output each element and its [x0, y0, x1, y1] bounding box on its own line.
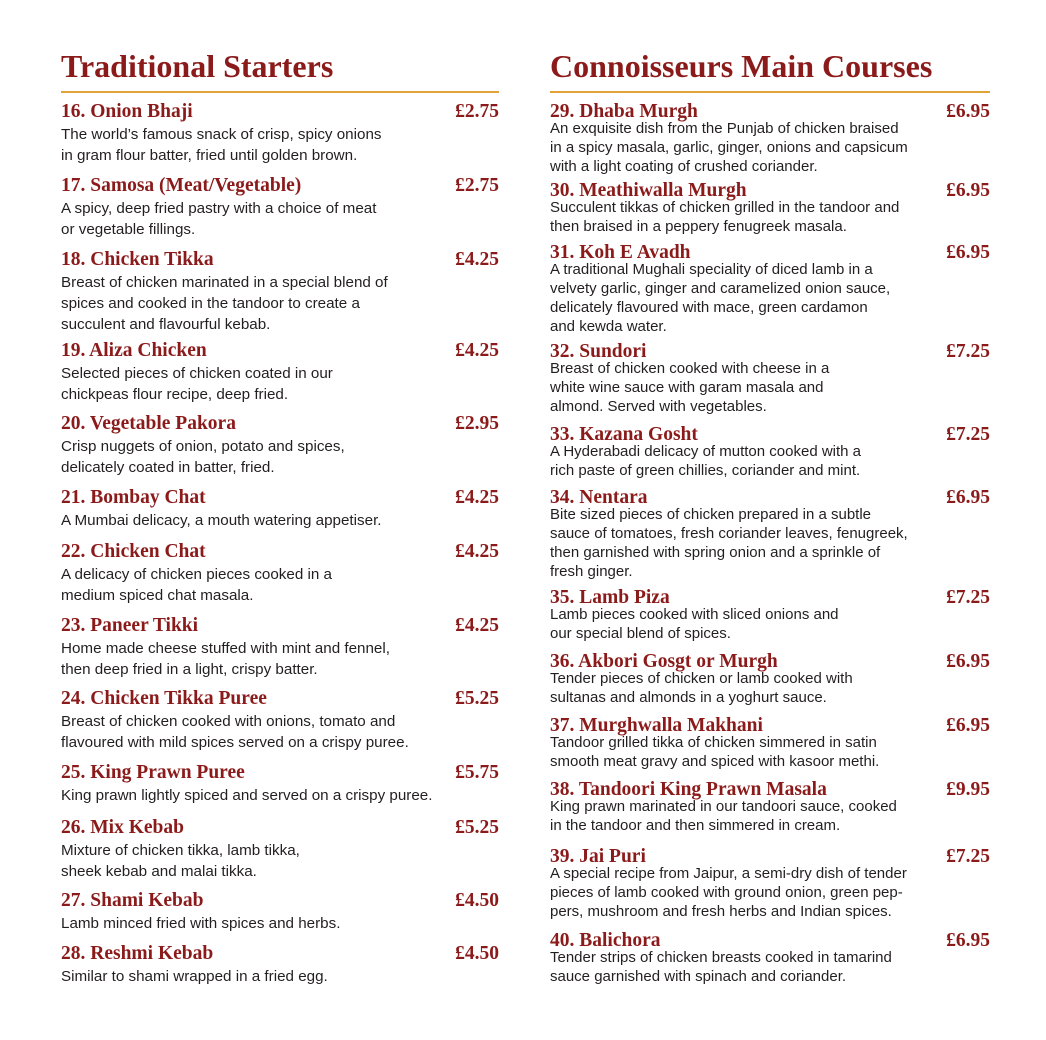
- menu-item: [550, 930, 990, 986]
- description-line: fresh ginger.: [550, 563, 633, 580]
- menu-item: [61, 762, 499, 806]
- menu-item-description: [550, 359, 990, 416]
- menu-item-name: 25. King Prawn Puree: [61, 762, 245, 783]
- menu-item-price: £5.25: [455, 817, 499, 838]
- menu-item-price: £6.95: [946, 101, 990, 122]
- menu-item-name: 22. Chicken Chat: [61, 541, 206, 562]
- menu-item-description: [61, 124, 499, 166]
- menu-item-name: 34. Nentara: [550, 487, 648, 508]
- description-line: sauce of tomatoes, fresh coriander leaves, fenugreek,: [550, 525, 908, 542]
- menu-item-price: £6.95: [946, 651, 990, 672]
- menu-item: [550, 715, 990, 771]
- menu-item-price: £4.25: [455, 487, 499, 508]
- menu-item-name: 40. Balichora: [550, 930, 661, 951]
- description-line: sauce garnished with spinach and coriander.: [550, 968, 847, 985]
- menu-item-price: £7.25: [946, 587, 990, 608]
- menu-item-price: £7.25: [946, 846, 990, 867]
- description-line: flavoured with mild spices served on a crispy puree.: [61, 734, 409, 751]
- menu-item-description: [61, 363, 499, 405]
- menu-item: [61, 340, 499, 405]
- description-line: King prawn marinated in our tandoori sauce, cooked: [550, 798, 897, 815]
- menu-item-name: 17. Samosa (Meat/Vegetable): [61, 175, 302, 196]
- menu-item-price: £4.50: [455, 890, 499, 911]
- menu-item-price: £7.25: [946, 341, 990, 362]
- menu-item-name: 21. Bombay Chat: [61, 487, 206, 508]
- description-line: then braised in a peppery fenugreek masala.: [550, 218, 847, 235]
- description-line: in a spicy masala, garlic, ginger, onions and capsicum: [550, 139, 908, 156]
- section-divider: [61, 91, 499, 93]
- description-line: The world’s famous snack of crisp, spicy onions: [61, 126, 382, 143]
- description-line: King prawn lightly spiced and served on a crispy puree.: [61, 787, 433, 804]
- menu-item-price: £5.25: [455, 688, 499, 709]
- description-line: smooth meat gravy and spiced with kasoor methi.: [550, 753, 880, 770]
- menu-item: [61, 688, 499, 753]
- description-line: white wine sauce with garam masala and: [550, 379, 824, 396]
- menu-item-name: 31. Koh E Avadh: [550, 242, 691, 263]
- menu-item: [61, 541, 499, 606]
- menu-item-header: [61, 340, 499, 362]
- description-line: in the tandoor and then simmered in cream.: [550, 817, 841, 834]
- menu-item-header: [61, 101, 499, 123]
- menu-item-name: 37. Murghwalla Makhani: [550, 715, 763, 736]
- menu-item-description: [61, 638, 499, 680]
- menu-item-description: [550, 198, 990, 236]
- description-line: chickpeas flour recipe, deep fried.: [61, 386, 289, 403]
- menu-item-price: £2.75: [455, 101, 499, 122]
- menu-item-header: [550, 180, 990, 202]
- menu-item: [61, 943, 499, 987]
- menu-item-description: [550, 669, 990, 707]
- menu-item-price: £4.25: [455, 249, 499, 270]
- description-line: rich paste of green chillies, coriander and mint.: [550, 462, 861, 479]
- description-line: succulent and flavourful kebab.: [61, 316, 271, 333]
- menu-item: [550, 341, 990, 416]
- menu-item-header: [61, 541, 499, 563]
- menu-item-price: £4.50: [455, 943, 499, 964]
- menu-item-description: [61, 198, 499, 240]
- menu-item-description: [550, 948, 990, 986]
- description-line: or vegetable fillings.: [61, 221, 196, 238]
- description-line: then garnished with spring onion and a sprinkle of: [550, 544, 881, 561]
- description-line: Bite sized pieces of chicken prepared in a subtle: [550, 506, 872, 523]
- menu-item-description: [550, 733, 990, 771]
- menu-item-header: [550, 487, 990, 509]
- menu-item-name: 29. Dhaba Murgh: [550, 101, 698, 122]
- menu-item-header: [550, 930, 990, 952]
- menu-item-price: £6.95: [946, 487, 990, 508]
- menu-item-name: 26. Mix Kebab: [61, 817, 184, 838]
- menu-item-header: [61, 413, 499, 435]
- description-line: with a light coating of crushed coriander.: [550, 158, 818, 175]
- description-line: pers, mushroom and fresh herbs and Indian spices.: [550, 903, 892, 920]
- menu-item-description: [61, 840, 499, 882]
- menu-item-name: 39. Jai Puri: [550, 846, 646, 867]
- description-line: Tender strips of chicken breasts cooked in tamarind: [550, 949, 892, 966]
- menu-item: [550, 424, 990, 480]
- description-line: Breast of chicken cooked with onions, tomato and: [61, 713, 396, 730]
- menu-item: [550, 587, 990, 643]
- menu-item-header: [550, 715, 990, 737]
- menu-item-header: [550, 424, 990, 446]
- menu-item-description: [550, 505, 990, 581]
- description-line: velvety garlic, ginger and caramelized onion sauce,: [550, 280, 891, 297]
- description-line: medium spiced chat masala.: [61, 587, 254, 604]
- menu-item: [550, 487, 990, 581]
- description-line: Similar to shami wrapped in a fried egg.: [61, 968, 328, 985]
- menu-item-price: £4.25: [455, 541, 499, 562]
- menu-item-name: 35. Lamb Piza: [550, 587, 670, 608]
- menu-item-description: [61, 510, 499, 531]
- description-line: A delicacy of chicken pieces cooked in a: [61, 566, 333, 583]
- menu-item: [61, 249, 499, 335]
- menu-item-name: 33. Kazana Gosht: [550, 424, 698, 445]
- menu-item-description: [550, 260, 990, 336]
- description-line: Selected pieces of chicken coated in our: [61, 365, 333, 382]
- menu-item-name: 19. Aliza Chicken: [61, 340, 207, 361]
- menu-item-header: [61, 249, 499, 271]
- description-line: in gram flour batter, fried until golden brown.: [61, 147, 358, 164]
- menu-item-header: [61, 615, 499, 637]
- menu-item-description: [550, 605, 990, 643]
- menu-item-header: [550, 101, 990, 123]
- menu-item-name: 32. Sundori: [550, 341, 647, 362]
- description-line: Home made cheese stuffed with mint and fennel,: [61, 640, 390, 657]
- menu-item-header: [61, 487, 499, 509]
- description-line: Mixture of chicken tikka, lamb tikka,: [61, 842, 300, 859]
- menu-item-price: £4.25: [455, 615, 499, 636]
- menu-item-header: [61, 890, 499, 912]
- menu-item-description: [61, 785, 499, 806]
- menu-item-description: [61, 913, 499, 934]
- menu-item-name: 20. Vegetable Pakora: [61, 413, 236, 434]
- description-line: A Hyderabadi delicacy of mutton cooked with a: [550, 443, 862, 460]
- menu-item-price: £6.95: [946, 715, 990, 736]
- menu-item: [61, 890, 499, 934]
- description-line: spices and cooked in the tandoor to create a: [61, 295, 360, 312]
- menu-item-header: [550, 846, 990, 868]
- menu-item: [550, 779, 990, 835]
- menu-item: [550, 846, 990, 921]
- menu-item-header: [550, 341, 990, 363]
- description-line: then deep fried in a light, crispy batter.: [61, 661, 318, 678]
- description-line: A traditional Mughali speciality of diced lamb in a: [550, 261, 873, 278]
- description-line: Breast of chicken cooked with cheese in a: [550, 360, 830, 377]
- menu-item-name: 18. Chicken Tikka: [61, 249, 214, 270]
- menu-item: [61, 817, 499, 882]
- description-line: Crisp nuggets of onion, potato and spices,: [61, 438, 345, 455]
- menu-item-header: [61, 688, 499, 710]
- menu-item-price: £9.95: [946, 779, 990, 800]
- menu-item-header: [61, 943, 499, 965]
- menu-item-name: 16. Onion Bhaji: [61, 101, 193, 122]
- menu-item-header: [61, 817, 499, 839]
- description-line: Lamb pieces cooked with sliced onions and: [550, 606, 839, 623]
- description-line: A special recipe from Jaipur, a semi-dry dish of tender: [550, 865, 907, 882]
- menu-item-description: [61, 272, 499, 335]
- menu-item-description: [61, 436, 499, 478]
- description-line: Succulent tikkas of chicken grilled in the tandoor and: [550, 199, 900, 216]
- description-line: Tender pieces of chicken or lamb cooked with: [550, 670, 853, 687]
- menu-item: [61, 615, 499, 680]
- description-line: pieces of lamb cooked with ground onion, green pep-: [550, 884, 903, 901]
- menu-item-header: [61, 762, 499, 784]
- menu-item-name: 24. Chicken Tikka Puree: [61, 688, 267, 709]
- menu-item-name: 27. Shami Kebab: [61, 890, 204, 911]
- section-title-starters: Traditional Starters: [61, 48, 334, 84]
- description-line: and kewda water.: [550, 318, 667, 335]
- menu-item-description: [61, 966, 499, 987]
- description-line: Tandoor grilled tikka of chicken simmered in satin: [550, 734, 877, 751]
- menu-item-description: [61, 564, 499, 606]
- menu-item-description: [550, 442, 990, 480]
- menu-item-name: 38. Tandoori King Prawn Masala: [550, 779, 827, 800]
- description-line: our special blend of spices.: [550, 625, 731, 642]
- menu-item-header: [550, 779, 990, 801]
- menu-item-description: [61, 711, 499, 753]
- menu-item: [61, 487, 499, 531]
- menu-item-header: [550, 242, 990, 264]
- description-line: delicately flavoured with mace, green cardamon: [550, 299, 868, 316]
- menu-item-header: [550, 651, 990, 673]
- menu-item: [550, 651, 990, 707]
- section-divider: [550, 91, 990, 93]
- description-line: Breast of chicken marinated in a special blend of: [61, 274, 388, 291]
- menu-item-price: £6.95: [946, 242, 990, 263]
- menu-item-price: £2.95: [455, 413, 499, 434]
- menu-item-name: 30. Meathiwalla Murgh: [550, 180, 747, 201]
- menu-item: [61, 413, 499, 478]
- menu-item-price: £6.95: [946, 180, 990, 201]
- description-line: A Mumbai delicacy, a mouth watering appetiser.: [61, 512, 382, 529]
- description-line: An exquisite dish from the Punjab of chicken braised: [550, 120, 899, 137]
- menu-item: [550, 242, 990, 336]
- menu-item-header: [550, 587, 990, 609]
- description-line: almond. Served with vegetables.: [550, 398, 767, 415]
- menu-item-description: [550, 797, 990, 835]
- menu-item: [61, 101, 499, 166]
- menu-item-price: £5.75: [455, 762, 499, 783]
- description-line: A spicy, deep fried pastry with a choice of meat: [61, 200, 377, 217]
- menu-item-name: 36. Akbori Gosgt or Murgh: [550, 651, 778, 672]
- description-line: sultanas and almonds in a yoghurt sauce.: [550, 689, 827, 706]
- menu-item-price: £6.95: [946, 930, 990, 951]
- menu-item-name: 28. Reshmi Kebab: [61, 943, 214, 964]
- description-line: Lamb minced fried with spices and herbs.: [61, 915, 341, 932]
- section-title-mains: Connoisseurs Main Courses: [550, 48, 933, 84]
- menu-item-name: 23. Paneer Tikki: [61, 615, 199, 636]
- menu-item-price: £4.25: [455, 340, 499, 361]
- menu-item-description: [550, 119, 990, 176]
- description-line: sheek kebab and malai tikka.: [61, 863, 257, 880]
- menu-item-description: [550, 864, 990, 921]
- menu-item-header: [61, 175, 499, 197]
- menu-item: [550, 180, 990, 236]
- menu-item: [550, 101, 990, 176]
- menu-item-price: £2.75: [455, 175, 499, 196]
- description-line: delicately coated in batter, fried.: [61, 459, 275, 476]
- menu-item: [61, 175, 499, 240]
- menu-item-price: £7.25: [946, 424, 990, 445]
